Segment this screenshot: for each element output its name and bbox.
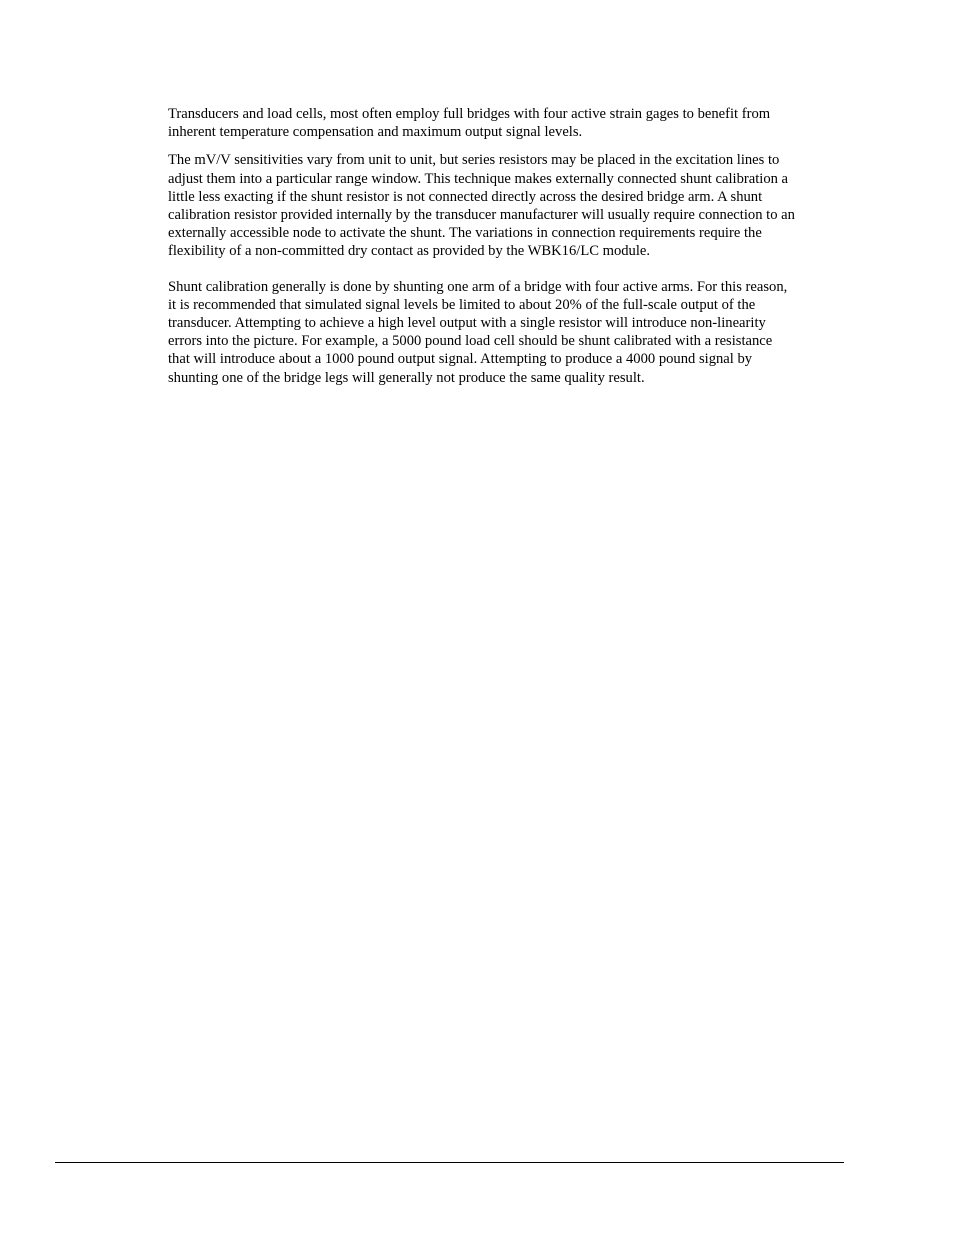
text-line: Shunt calibration generally is done by shunting one arm of a bridge with four active arms. For this reason,	[168, 278, 788, 295]
text-line: that will introduce about a 1000 pound output signal. Attempting to produce a 4000 pound signal by	[168, 351, 753, 368]
footer-divider	[55, 1162, 844, 1163]
text-line: externally accessible node to activate the shunt. The variations in connection requirements require the	[168, 225, 762, 242]
text-line: it is recommended that simulated signal levels be limited to about 20% of the full-scale output of the	[168, 296, 756, 313]
text-line: calibration resistor provided internally by the transducer manufacturer will usually require connection to an	[168, 207, 795, 224]
text-line: flexibility of a non-committed dry contact as provided by the WBK16/LC module.	[168, 243, 651, 260]
text-line: little less exacting if the shunt resistor is not connected directly across the desired bridge arm. A shunt	[168, 188, 763, 205]
paragraph-shunt-calibration	[168, 278, 844, 387]
paragraph-transducers	[168, 105, 844, 141]
document-body	[168, 105, 844, 387]
text-line: transducer. Attempting to achieve a high level output with a single resistor will introduce non-linearity	[168, 315, 766, 332]
text-line: shunting one of the bridge legs will generally not produce the same quality result.	[168, 369, 645, 386]
paragraph-sensitivities	[168, 151, 844, 260]
text-line: The mV/V sensitivities vary from unit to unit, but series resistors may be placed in the excitation lines to	[168, 152, 780, 169]
text-line: errors into the picture. For example, a 5000 pound load cell should be shunt calibrated with a resistance	[168, 333, 773, 350]
text-line: adjust them into a particular range window. This technique makes externally connected shunt calibration a	[168, 170, 789, 187]
text-line: Transducers and load cells, most often employ full bridges with four active strain gages to benefit from	[168, 106, 771, 122]
text-line: inherent temperature compensation and maximum output signal levels.	[168, 124, 583, 141]
